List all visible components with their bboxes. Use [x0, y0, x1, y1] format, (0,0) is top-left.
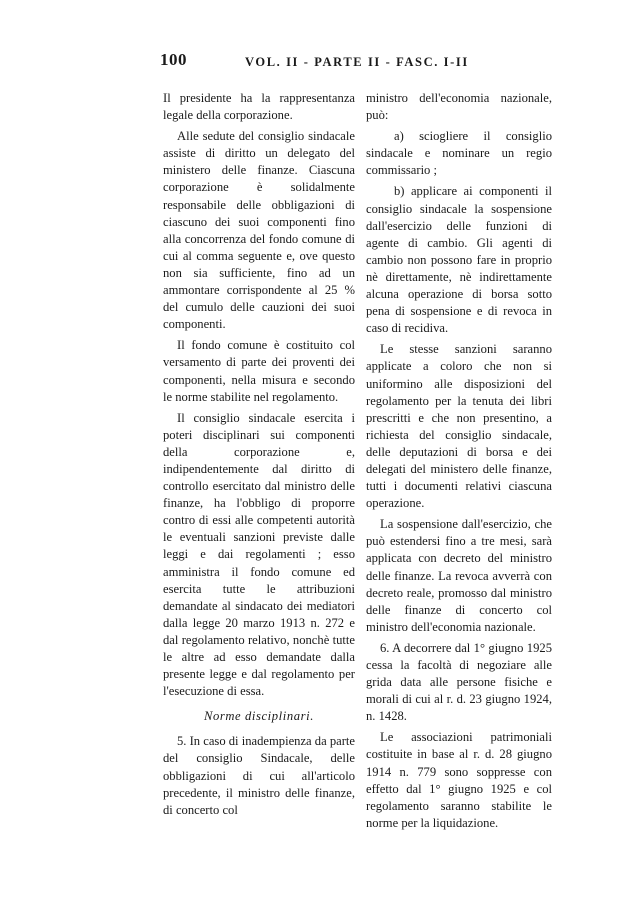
paragraph-fondo-comune: Il fondo comune è costituito col versamento di parte dei proventi dei componenti, nella misura e secondo le norme stabilite nel regolamento. — [163, 338, 355, 404]
paragraph-poteri-disciplinari: Il consiglio sindacale esercita i poteri disciplinari sui componenti della corporazione e, indipendentemente dal diritto di controllo esercitato dal ministro delle finanze, ha l'obbligo di proporre contro di essi alle competenti autorità le eventuali sanzioni previste dalle leggi e dai regolamenti ; esso amministra il fondo comune ed esercita tutte le attribuzioni demandate al sindacato dei mediatori dalla legge 20 marzo 1913 n. 272 e dal regolamento relativo, nonchè tutte le altre ad esso demandate dalla presente legge e dal regolamento per l'esecuzione di essa. — [163, 410, 355, 699]
left-column — [163, 90, 355, 823]
paragraph-sospensione: La sospensione dall'esercizio, che può estendersi fino a tre mesi, sarà applicata con decreto del ministro delle finanze. La revoca avverrà con decreto reale, promosso dal ministro delle finanze di concerto col ministro dell'economia nazionale. — [366, 517, 552, 634]
item-a: a) sciogliere il consiglio sindacale e nominare un regio commissario ; — [366, 129, 552, 178]
right-column — [366, 90, 552, 836]
paragraph-continuation: ministro dell'economia nazionale, può: — [366, 91, 552, 123]
item-b: b) applicare ai componenti il consiglio sindacale la sospensione dall'esercizio delle funzioni di agente di cambio. Gli agenti di cambio non possono fare in proprio nè direttamente, nè indirettamente alcuna operazione di borsa sotto pena di sospensione e di revoca in caso di recidiva. — [366, 184, 552, 336]
paragraph-associazioni: Le associazioni patrimoniali costituite in base al r. d. 28 giugno 1914 n. 779 sono soppresse con effetto dal 1° giugno 1925 e col regolamento saranno stabilite le norme per la liquidazione. — [366, 730, 552, 830]
section-heading-norme-disciplinari: Norme disciplinari. — [203, 709, 315, 724]
page-number: 100 — [160, 50, 187, 69]
paragraph-sedute: Alle sedute del consiglio sindacale assiste di diritto un delegato del ministero delle finanze. Ciascuna corporazione è solidalmente responsabile delle obbligazioni di ciascuno dei suoi componenti fino alla concorrenza del fondo comune di cui al comma seguente e, ove questo non sia sufficiente, fino ad un ammontare corrispondente al 25 % del cumulo delle cauzioni dei suoi componenti. — [163, 129, 355, 332]
paragraph-article-6: 6. A decorrere dal 1° giugno 1925 cessa la facoltà di negoziare alle grida data alle persone fisiche e morali di cui al r. d. 23 giugno 1924, n. 1428. — [366, 640, 552, 724]
paragraph-sanzioni: Le stesse sanzioni saranno applicate a coloro che non si uniformino alle disposizioni del regolamento per la tenuta dei libri prescritti e che non presentino, a richiesta del consiglio sindacale, delle deputazioni di borsa e dei delegati del ministero delle finanze, tutti i documenti relativi ciascuna operazione. — [366, 342, 552, 511]
running-head: VOL. II - PARTE II - FASC. I-II — [245, 55, 469, 69]
paragraph-article-5: 5. In caso di inadempienza da parte del consiglio Sindacale, delle obbligazioni di cui all'articolo precedente, il ministro delle finanze, di concerto col — [163, 734, 355, 817]
paragraph-presidente: Il presidente ha la rappresentanza legale della corporazione. — [163, 91, 355, 123]
